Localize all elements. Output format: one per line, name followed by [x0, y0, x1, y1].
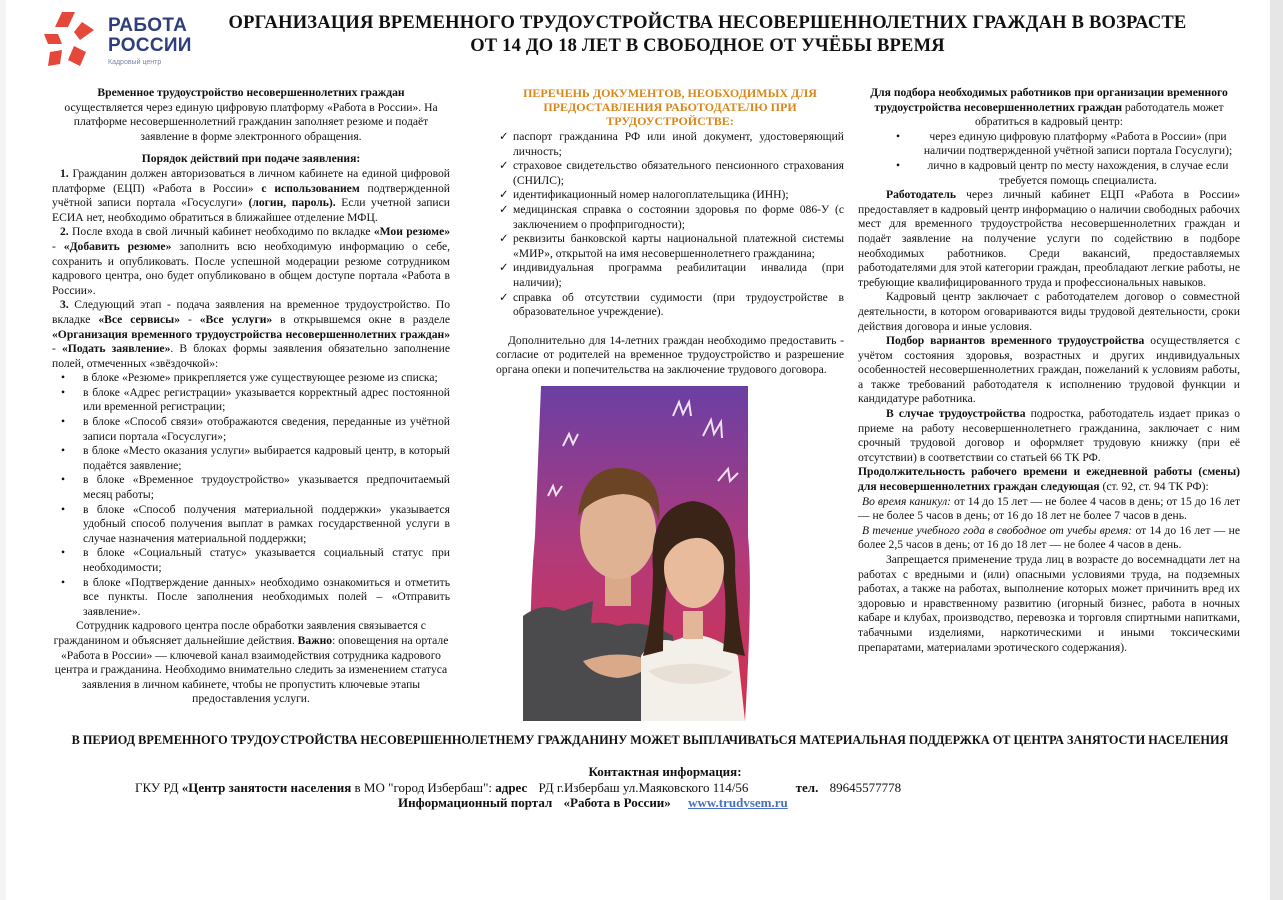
org-location: в МО "город Избербаш":	[354, 780, 492, 795]
selection-text: осуществляется с учётом состояния здоровья, возрастных и других индивидуальных особенностей несовершеннолетних граждан, пожеланий к условиям работы, а также требований работодателя к исполнению трудовой функции и кандидатуре работника.	[858, 334, 1240, 406]
doc-text: паспорт гражданина РФ или иной документ, удостоверяющий личность;	[513, 130, 844, 158]
selection-bold: Подбор вариантов временного трудоустройства	[886, 334, 1145, 348]
employer-intro-text: работодатель может обратиться в кадровый центр:	[975, 100, 1224, 129]
step-1-text-c: подтвержденной учётной записи портала «Госуслуги»	[52, 181, 450, 210]
step-3-text-i: . В блоках формы заявления обязательно заполнение полей, отмеченных «звёздочкой»:	[52, 342, 450, 370]
step-2-dash: -	[52, 239, 56, 253]
step-3-dash-1: -	[187, 312, 192, 326]
step-2-number: 2.	[60, 225, 69, 239]
step-3-text-a: Следующий этап - подача заявления на временное трудоустройство. По вкладке	[52, 298, 451, 326]
doc-text: справка об отсутствии судимости (при трудоустройстве в образовательное учреждение).	[513, 290, 844, 319]
contact-heading: Контактная информация:	[588, 764, 742, 779]
step-3-text-e: в открывшемся окне в разделе	[280, 312, 451, 326]
step-1-number: 1.	[60, 166, 69, 180]
step-1-text-e: Если учетной записи ЕСИА нет, необходимо обратиться в ближайшее отделение МФЦ.	[52, 196, 450, 224]
portal-url-link[interactable]: www.trudvsem.ru	[688, 795, 788, 810]
outro-text-c: : оповещения на ортале «Работа в России» — ключевой канал взаимодействия сотрудника кадрового центра и гражданина. Необходимо внимательно следить за изменением статуса заявления в личном кабинете, чтобы не пропустить ключевые этапы предоставления услуги.	[54, 633, 449, 706]
vacation-text: от 14 до 15 лет — не более 4 часов в день; от 15 до 16 лет — не более 5 часов в день; от 16 до 18 лет не более 7 часов в день.	[858, 494, 1241, 523]
portal-name: «Работа в России»	[563, 795, 671, 810]
doc-text: медицинская справка о состоянии здоровья по форме 086-У (с заключением о профпригодности);	[513, 202, 844, 231]
list-item: • в блоке «Социальный статус» указывается социальный статус при необходимости;	[52, 546, 450, 575]
contract-paragraph: Кадровый центр заключает с работодателем договор о совместной деятельности, в котором оговариваются виды трудовой деятельности, сроки действия договора и иные условия.	[858, 290, 1240, 333]
list-item: • в блоке «Адрес регистрации» указывается корректный адрес постоянной или временной регистрации;	[52, 386, 450, 415]
column-documents	[496, 86, 844, 378]
selection-paragraph	[858, 334, 1240, 407]
check-icon: ✓	[499, 202, 509, 216]
step-3	[52, 298, 450, 371]
logo-line-1: РАБОТА	[108, 15, 188, 36]
check-icon: ✓	[499, 261, 509, 275]
portal-line	[398, 795, 998, 811]
phone-label: тел.	[795, 780, 819, 795]
step-2-text-e: заполнить всю необходимую информацию о себе, сохранить и опубликовать. После успешной модерации резюме сотрудником кадрового центра, оно будет опубликовано в общем доступе портала «Работа в России».	[52, 239, 450, 297]
address-label: адрес	[495, 780, 528, 795]
working-hours-paragraph	[858, 465, 1240, 494]
step-3-number: 3.	[60, 298, 69, 312]
hiring-paragraph	[858, 407, 1240, 465]
vacation-label: Во время каникул:	[862, 494, 951, 508]
list-item: • в блоке «Способ получения материальной поддержки» указывается удобный способ получения выплат в рамках государственной услуги в случае назначения материальной поддержки;	[52, 503, 450, 547]
school-year-text: от 14 до 16 лет — не более 2,5 часов в день; от 16 до 18 лет — не более 4 часов в день.	[858, 523, 1240, 552]
phone-value: 89645577778	[829, 780, 902, 795]
prohibition-paragraph: Запрещается применение труда лиц в возрасте до восемнадцати лет на работах с вредными и (или) опасными условиями труда, на подземных работах, а также на работах, выполнение которых может причинить вред их здоровью и нравственному развитию (игорный бизнес, работа в ночных кабаре и клубах, производство, перевозка и торговля спиртными напитками, табачными изделиями, наркотическими и иными токсическими препаратами, материалами эротического содержания).	[858, 553, 1240, 654]
portal-label: Информационный портал	[398, 795, 553, 810]
extra-14-years: Дополнительно для 14-летних граждан необходимо предоставить - согласие от родителей на временное трудоустройство и разрешение органа опеки и попечительства на заключение трудового договора.	[496, 333, 844, 376]
documents-list	[496, 130, 844, 320]
order-heading	[52, 152, 450, 167]
step-2	[52, 225, 450, 298]
column-application-procedure	[52, 86, 450, 707]
step-2-text-a: После входа в свой личный кабинет необходимо по вкладке	[72, 225, 371, 239]
logo-line-2: РОССИИ	[108, 35, 192, 56]
list-item: • в блоке «Способ связи» отображаются сведения, переданные из учётной записи портала «Госуслуги»;	[52, 415, 450, 444]
step-3-bold-d: «Все услуги»	[199, 312, 273, 326]
list-item: • лично в кадровый центр по месту нахождения, в случае если требуется помощь специалиста.	[858, 159, 1240, 188]
outro-text-a: Сотрудник кадрового центра после обработки заявления связывается с гражданином и объясняет дальнейшие действия.	[53, 619, 426, 647]
scan-edge-left	[0, 0, 6, 900]
hiring-text: подростка, работодатель издает приказ о приеме на работу несовершеннолетнего гражданина, заключает с ним срочный трудовой договор и оформляет трудовую книжку (при её отсутствии) в соответствии со статьей 66 ТК РФ.	[858, 407, 1240, 464]
intro-paragraph	[52, 86, 450, 144]
vacation-hours	[858, 495, 1240, 524]
check-icon: ✓	[499, 232, 509, 246]
teenagers-illustration	[523, 386, 760, 721]
check-icon: ✓	[499, 290, 509, 304]
list-item	[496, 291, 844, 320]
step-1-bold-d: (логин, пароль).	[248, 196, 336, 210]
intro-bold: Временное трудоустройство несовершеннолетних граждан	[97, 86, 405, 99]
employer-paragraph	[858, 188, 1240, 290]
list-item	[496, 232, 844, 261]
address-value: РД г.Избербаш ул.Маяковского 114/56	[538, 780, 749, 795]
list-item	[496, 261, 844, 290]
step-1	[52, 167, 450, 225]
employer-text: через личный кабинет ЕЦП «Работа в России» предоставляет в кадровый центр информацию о наличии свободных рабочих мест для временного трудоустройства несовершеннолетних граждан и подаёт заявление на получение услуги по содействию в подборе необходимых работников. Среди вакансий, предоставляемых работодателями для этой категории граждан, преобладают легкие работы, не требующие квалифицированного труда и профессиональных навыков.	[858, 188, 1240, 289]
employer-intro-bold: Для подбора необходимых работников при организации временного трудоустройства несовершеннолетних граждан	[870, 86, 1228, 114]
employer-intro	[858, 86, 1240, 130]
org-prefix: ГКУ РД	[135, 780, 179, 795]
form-blocks-list	[52, 371, 450, 619]
list-item	[496, 203, 844, 232]
list-item: • в блоке «Подтверждение данных» необходимо ознакомиться и отметить все пункты. После заполнения необходимых полей – «Отправить заявление».	[52, 576, 450, 620]
check-icon: ✓	[499, 130, 509, 143]
rabota-rossii-logo	[40, 10, 210, 72]
working-hours-bold: Продолжительность рабочего времени и ежедневной работы (смены) для несовершеннолетних граждан следующая	[858, 465, 1240, 494]
check-icon: ✓	[499, 159, 509, 173]
doc-text: страховое свидетельство обязательного пенсионного страхования (СНИЛС);	[513, 159, 844, 187]
outro-important: Важно	[297, 633, 333, 647]
contact-address-line	[135, 780, 1135, 796]
org-name: «Центр занятости населения	[181, 780, 352, 795]
material-support-banner: В ПЕРИОД ВРЕМЕННОГО ТРУДОУСТРОЙСТВА НЕСОВЕРШЕННОЛЕТНЕМУ ГРАЖДАНИНУ МОЖЕТ ВЫПЛАЧИВАТЬСЯ МАТЕРИАЛЬНАЯ ПОДДЕРЖКА ОТ ЦЕНТРА ЗАНЯТОСТИ НАСЕЛЕНИЯ	[71, 733, 1229, 747]
list-item	[496, 159, 844, 188]
doc-text: идентификационный номер налогоплательщика (ИНН);	[513, 188, 789, 202]
step-3-bold-b: «Все сервисы»	[98, 312, 181, 326]
step-3-dash-2: -	[52, 342, 56, 356]
list-item	[496, 188, 844, 203]
logo-star-icon	[40, 10, 106, 70]
doc-text: индивидуальная программа реабилитации инвалида (при наличии);	[513, 261, 844, 289]
step-2-bold-d: «Добавить резюме»	[63, 239, 172, 253]
hiring-bold: В случае трудоустройства	[886, 407, 1026, 421]
step-3-bold-h: «Подать заявление»	[62, 342, 171, 356]
school-year-hours	[858, 524, 1240, 553]
teenagers-photo	[523, 386, 760, 721]
list-item: • через единую цифровую платформу «Работа в России» (при наличии подтвержденной учётной записи портала Госуслуги);	[858, 130, 1240, 159]
column-employer-info	[858, 86, 1240, 655]
intro-text: осуществляется через единую цифровую платформу «Работа в России». На платформе несовершеннолетний гражданин заполняет резюме и подаёт заявление в форме электронного обращения.	[64, 100, 438, 143]
school-year-label: В течение учебного года в свободное от учебы время:	[862, 523, 1133, 537]
contact-ways-list	[858, 130, 1240, 188]
title-line-2: ОТ 14 ДО 18 ЛЕТ В СВОБОДНОЕ ОТ УЧЁБЫ ВРЕМЯ	[470, 36, 945, 56]
list-item: • в блоке «Место оказания услуги» выбирается кадровый центр, в который подаётся заявление;	[52, 444, 450, 473]
doc-text: реквизиты банковской карты национальной платежной системы «МИР», открытой на имя несовершеннолетнего гражданина;	[513, 232, 844, 260]
outro-paragraph	[52, 619, 450, 707]
list-item	[496, 130, 844, 159]
list-item: • в блоке «Временное трудоустройство» указывается предпочитаемый месяц работы;	[52, 473, 450, 502]
step-1-bold-b: с использованием	[261, 181, 360, 195]
step-2-bold-b: «Мои резюме»	[373, 225, 451, 239]
scan-edge-right	[1270, 0, 1283, 900]
order-heading-text: Порядок действий при подаче заявления:	[141, 152, 361, 166]
page-title	[215, 12, 1200, 58]
logo-subtitle: Кадровый центр	[108, 59, 162, 66]
working-hours-ref: (ст. 92, ст. 94 ТК РФ):	[1102, 480, 1209, 494]
check-icon: ✓	[499, 188, 509, 202]
employer-bold: Работодатель	[886, 188, 957, 202]
step-1-text-a: Гражданин должен авторизоваться в личном кабинете на единой цифровой платформе (ЕЦП) «Работа в России»	[52, 166, 450, 195]
step-3-bold-f: «Организация временного трудоустройства несовершеннолетних граждан»	[52, 327, 450, 341]
title-line-1: ОРГАНИЗАЦИЯ ВРЕМЕННОГО ТРУДОУСТРОЙСТВА НЕСОВЕРШЕННОЛЕТНИХ ГРАЖДАН В ВОЗРАСТЕ	[228, 13, 1187, 33]
documents-heading: ПЕРЕЧЕНЬ ДОКУМЕНТОВ, НЕОБХОДИМЫХ ДЛЯ ПРЕДОСТАВЛЕНИЯ РАБОТОДАТЕЛЮ ПРИ ТРУДОУСТРОЙСТВЕ:	[523, 86, 817, 128]
list-item: • в блоке «Резюме» прикрепляется уже существующее резюме из списка;	[52, 371, 450, 386]
